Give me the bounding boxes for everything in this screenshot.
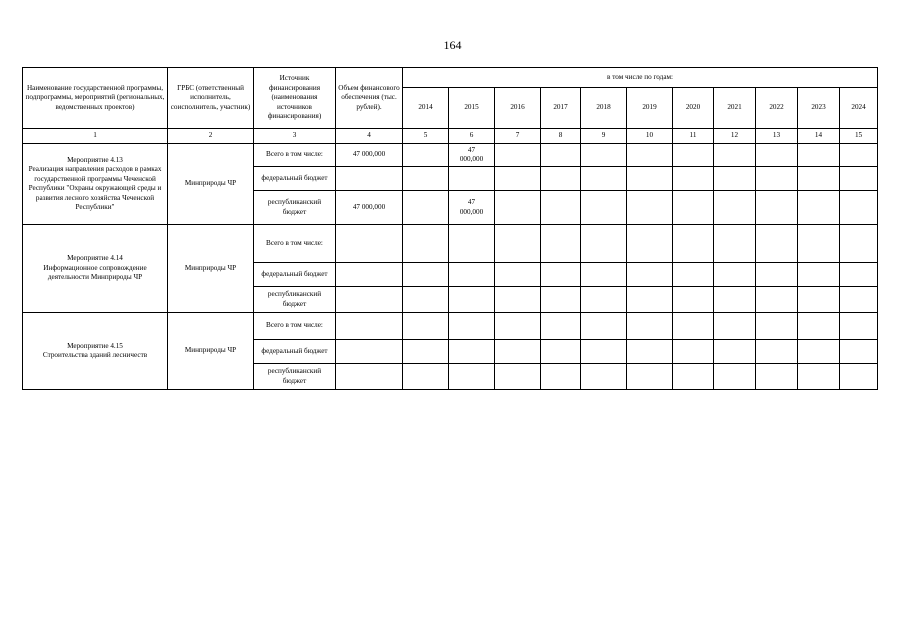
funding-volume	[336, 225, 403, 263]
year-value	[756, 340, 798, 364]
year-value	[756, 364, 798, 390]
year-value	[756, 225, 798, 263]
year-value	[840, 144, 878, 167]
year-value	[756, 287, 798, 313]
year-value	[714, 191, 756, 225]
column-number: 13	[756, 129, 798, 144]
column-number: 3	[254, 129, 336, 144]
program-grbs: Минприроды ЧР	[168, 144, 254, 225]
year-value	[756, 313, 798, 340]
header-year: 2019	[627, 88, 673, 129]
year-value	[449, 313, 495, 340]
year-value	[495, 287, 541, 313]
year-value	[673, 340, 714, 364]
year-value: 47 000,000	[449, 191, 495, 225]
year-value	[581, 167, 627, 191]
year-value	[495, 225, 541, 263]
column-number: 6	[449, 129, 495, 144]
column-number: 8	[541, 129, 581, 144]
funding-volume	[336, 313, 403, 340]
column-number: 5	[403, 129, 449, 144]
funding-source: федеральный бюджет	[254, 263, 336, 287]
header-source: Источник финансирования (наименования источников финансирования)	[254, 68, 336, 129]
year-value	[840, 313, 878, 340]
funding-volume	[336, 340, 403, 364]
year-value	[541, 263, 581, 287]
funding-table	[22, 67, 878, 390]
year-value	[541, 191, 581, 225]
column-number: 4	[336, 129, 403, 144]
year-value	[627, 340, 673, 364]
year-value	[541, 313, 581, 340]
year-value	[449, 225, 495, 263]
year-value	[756, 167, 798, 191]
year-value	[840, 225, 878, 263]
year-value	[449, 364, 495, 390]
funding-volume	[336, 263, 403, 287]
year-value	[449, 340, 495, 364]
year-value	[581, 191, 627, 225]
year-value	[541, 144, 581, 167]
year-value	[495, 364, 541, 390]
year-value	[673, 263, 714, 287]
year-value	[798, 287, 840, 313]
table-row	[23, 144, 878, 167]
year-value	[673, 144, 714, 167]
year-value	[627, 313, 673, 340]
year-value	[495, 263, 541, 287]
column-number: 15	[840, 129, 878, 144]
column-number: 14	[798, 129, 840, 144]
year-value	[581, 225, 627, 263]
year-value	[798, 144, 840, 167]
year-value	[403, 167, 449, 191]
year-value	[541, 225, 581, 263]
year-value	[403, 225, 449, 263]
year-value	[627, 364, 673, 390]
year-value	[627, 191, 673, 225]
year-value	[403, 263, 449, 287]
header-year: 2014	[403, 88, 449, 129]
funding-volume	[336, 167, 403, 191]
year-value: 47 000,000	[449, 144, 495, 167]
table-row	[23, 313, 878, 340]
year-value	[714, 225, 756, 263]
year-value	[840, 191, 878, 225]
table-row	[23, 225, 878, 263]
year-value	[798, 263, 840, 287]
header-year: 2023	[798, 88, 840, 129]
year-value	[495, 313, 541, 340]
header-year: 2018	[581, 88, 627, 129]
year-value	[714, 313, 756, 340]
funding-volume: 47 000,000	[336, 191, 403, 225]
column-number: 7	[495, 129, 541, 144]
year-value	[541, 340, 581, 364]
year-value	[714, 287, 756, 313]
year-value	[756, 144, 798, 167]
column-number: 9	[581, 129, 627, 144]
year-value	[673, 167, 714, 191]
year-value	[756, 191, 798, 225]
header-volume: Объем финансового обеспечения (тыс. рублей).	[336, 68, 403, 129]
year-value	[798, 191, 840, 225]
year-value	[798, 340, 840, 364]
funding-source: федеральный бюджет	[254, 167, 336, 191]
year-value	[627, 144, 673, 167]
column-number: 1	[23, 129, 168, 144]
year-value	[673, 364, 714, 390]
program-name: Мероприятие 4.13 Реализация направления расходов в рамках государственной программы Чеченской Республики "Охраны окружающей среды и развития лесного хозяйства Чеченской Республики"	[23, 144, 168, 225]
year-value	[673, 225, 714, 263]
column-number: 12	[714, 129, 756, 144]
year-value	[840, 167, 878, 191]
year-value	[581, 263, 627, 287]
year-value	[673, 313, 714, 340]
funding-source: республиканский бюджет	[254, 191, 336, 225]
year-value	[541, 167, 581, 191]
year-value	[403, 313, 449, 340]
year-value	[449, 167, 495, 191]
funding-volume	[336, 364, 403, 390]
column-number: 10	[627, 129, 673, 144]
year-value	[495, 191, 541, 225]
year-value	[581, 287, 627, 313]
year-value	[627, 263, 673, 287]
year-value	[714, 167, 756, 191]
header-name: Наименование государственной программы, подпрограммы, мероприятий (региональных, ведомственных проектов)	[23, 68, 168, 129]
year-value	[756, 263, 798, 287]
year-value	[627, 225, 673, 263]
year-value	[449, 263, 495, 287]
header-year: 2016	[495, 88, 541, 129]
page-number: 164	[443, 38, 462, 52]
column-number: 2	[168, 129, 254, 144]
year-value	[403, 364, 449, 390]
header-year: 2022	[756, 88, 798, 129]
year-value	[714, 144, 756, 167]
year-value	[403, 287, 449, 313]
year-value	[541, 287, 581, 313]
header-year: 2024	[840, 88, 878, 129]
funding-source: Всего в том числе:	[254, 313, 336, 340]
header-year: 2021	[714, 88, 756, 129]
year-value	[627, 167, 673, 191]
year-value	[840, 364, 878, 390]
header-year: 2017	[541, 88, 581, 129]
year-value	[714, 364, 756, 390]
year-value	[673, 191, 714, 225]
year-value	[495, 167, 541, 191]
funding-source: республиканский бюджет	[254, 364, 336, 390]
header-by-years: в том числе по годам:	[403, 68, 878, 88]
year-value	[581, 364, 627, 390]
program-grbs: Минприроды ЧР	[168, 313, 254, 390]
year-value	[403, 191, 449, 225]
year-value	[798, 167, 840, 191]
year-value	[581, 340, 627, 364]
year-value	[840, 287, 878, 313]
header-year: 2020	[673, 88, 714, 129]
year-value	[495, 144, 541, 167]
year-value	[627, 287, 673, 313]
year-value	[798, 313, 840, 340]
year-value	[541, 364, 581, 390]
column-number: 11	[673, 129, 714, 144]
header-year: 2015	[449, 88, 495, 129]
year-value	[403, 144, 449, 167]
year-value	[840, 340, 878, 364]
funding-source: Всего в том числе:	[254, 225, 336, 263]
funding-source: республиканский бюджет	[254, 287, 336, 313]
funding-volume	[336, 287, 403, 313]
program-grbs: Минприроды ЧР	[168, 225, 254, 313]
year-value	[449, 287, 495, 313]
year-value	[714, 340, 756, 364]
year-value	[581, 144, 627, 167]
program-name: Мероприятие 4.15 Строительства зданий лесничеств	[23, 313, 168, 390]
year-value	[495, 340, 541, 364]
header-grbs: ГРБС (ответственный исполнитель, соисполнитель, участник)	[168, 68, 254, 129]
year-value	[714, 263, 756, 287]
year-value	[840, 263, 878, 287]
funding-source: Всего в том числе:	[254, 144, 336, 167]
year-value	[403, 340, 449, 364]
funding-volume: 47 000,000	[336, 144, 403, 167]
program-name: Мероприятие 4.14 Информационное сопровождение деятельности Минприроды ЧР	[23, 225, 168, 313]
year-value	[798, 225, 840, 263]
year-value	[581, 313, 627, 340]
funding-source: федеральный бюджет	[254, 340, 336, 364]
year-value	[673, 287, 714, 313]
year-value	[798, 364, 840, 390]
